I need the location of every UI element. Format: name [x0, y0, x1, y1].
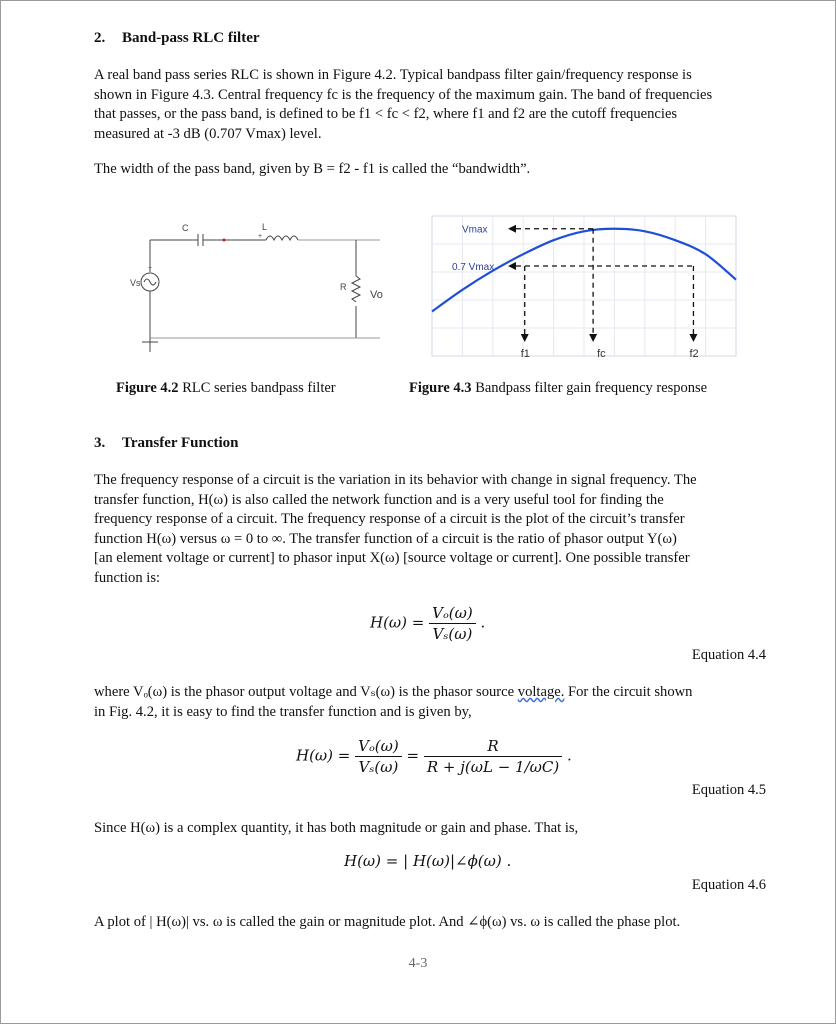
section-2-title: Band-pass RLC filter — [122, 30, 260, 46]
section-3-paragraph-3 — [94, 819, 766, 839]
sine-symbol — [144, 279, 156, 285]
text-line: A real band pass series RLC is shown in Figure 4.2. Typical bandpass filter gain/frequency response is — [94, 67, 692, 83]
section-2-paragraph-1 — [94, 66, 766, 144]
label-r: R — [340, 282, 347, 292]
text-line: function H(ω) versus ω = 0 to ∞. The transfer function of a circuit is the ratio of phasor output Y(ω) — [94, 530, 677, 547]
eq-tail: . — [566, 746, 572, 765]
label-source-plus: + — [148, 265, 153, 272]
equation-4-4 — [370, 604, 485, 643]
text-line: A plot of | H(ω)| vs. ω is called the gain or magnitude plot. And ∠ϕ(ω) vs. ω is called the phase plot. — [94, 914, 681, 930]
denominator: R + j(ωL − 1/ωC) — [426, 758, 560, 776]
label-c: C — [182, 223, 189, 233]
f1-label: f1 — [520, 348, 530, 360]
fc-label: fc — [597, 348, 606, 360]
caption-bold: Figure 4.3 — [409, 380, 472, 396]
node-dot — [223, 239, 226, 242]
figure-4-2-caption — [116, 380, 336, 397]
bandpass-gain-chart — [428, 212, 740, 362]
text-line — [94, 683, 766, 703]
vmax-label: Vmax — [462, 224, 488, 236]
equation-4-6: H(ω) = | H(ω)|∠ϕ(ω) . — [344, 852, 512, 870]
numerator: Vₒ(ω) — [429, 604, 476, 624]
label-plus: + — [258, 233, 263, 240]
v707-label: 0.7 Vmax — [452, 262, 495, 274]
fraction — [429, 604, 476, 643]
section-3-paragraph-2 — [94, 683, 766, 722]
label-l: L — [262, 222, 268, 232]
equation-4-4-label: Equation 4.4 — [691, 647, 766, 663]
spellcheck-word: voltage. — [517, 684, 565, 700]
section-3-paragraph-1 — [94, 471, 766, 588]
section-3-number: 3. — [94, 435, 106, 451]
text-line: that passes, or the pass band, is defined to be f1 < fc < f2, where f1 and f2 are the cutoff frequencies — [94, 106, 678, 122]
text-line: Since H(ω) is a complex quantity, it has both magnitude or gain and phase. That is, — [94, 820, 579, 836]
section-2-number: 2. — [94, 30, 106, 46]
section-3-title: Transfer Function — [122, 435, 239, 451]
text-segment: For the circuit shown — [564, 684, 693, 700]
equation-4-6-label: Equation 4.6 — [691, 877, 766, 893]
page-number: 4-3 — [408, 956, 428, 971]
fraction — [355, 737, 402, 776]
denominator: Vₛ(ω) — [358, 758, 399, 776]
text-line: frequency response of a circuit. The frequency response of a circuit is the plot of the circuit’s transfer — [94, 511, 685, 527]
eq-tail: . — [480, 613, 486, 632]
text-segment: where Vₒ(ω) is the phasor output voltage and Vₛ(ω) is the phasor source — [94, 684, 518, 700]
numerator: Vₒ(ω) — [355, 737, 402, 757]
text-line: function is: — [94, 569, 161, 586]
f2-label: f2 — [689, 348, 699, 360]
fraction — [424, 737, 562, 776]
text-line: The width of the pass band, given by B = f2 - f1 is called the “bandwidth”. — [94, 161, 531, 177]
text-line: The frequency response of a circuit is the variation in its behavior with change in signal frequency. The — [94, 472, 697, 488]
inductor-coil — [266, 236, 298, 240]
label-vs: Vs — [130, 278, 141, 288]
denominator: Vₛ(ω) — [432, 625, 473, 643]
text-line: measured at -3 dB (0.707 Vmax) level. — [94, 125, 322, 142]
equation-4-5-label: Equation 4.5 — [691, 782, 766, 798]
eq-lhs: H(ω) = — [370, 613, 425, 632]
eq-lhs: H(ω) = — [296, 746, 351, 765]
section-3-paragraph-4 — [94, 913, 766, 933]
caption-bold: Figure 4.2 — [116, 380, 179, 396]
label-vo: Vo — [370, 289, 383, 301]
text-line: [an element voltage or current] to phasor input X(ω) [source voltage or current]. One possible transfer — [94, 550, 690, 566]
equation-4-5 — [296, 737, 572, 776]
eq-equals: = — [406, 746, 420, 765]
resistor — [352, 276, 360, 302]
text-line: shown in Figure 4.3. Central frequency fc is the frequency of the maximum gain. The band of frequencies — [94, 86, 713, 103]
figure-4-3-caption — [409, 380, 707, 397]
text-line: in Fig. 4.2, it is easy to find the transfer function and is given by, — [94, 703, 472, 720]
text-line: transfer function, H(ω) is also called the network function and is a very useful tool for finding the — [94, 491, 664, 508]
numerator: R — [424, 737, 562, 757]
caption-text: Bandpass filter gain frequency response — [471, 380, 708, 396]
section-2-paragraph-2 — [94, 160, 766, 180]
caption-text: RLC series bandpass filter — [178, 380, 336, 396]
rlc-circuit-diagram — [130, 218, 390, 358]
section-2-heading — [94, 30, 260, 47]
section-3-heading — [94, 435, 239, 452]
